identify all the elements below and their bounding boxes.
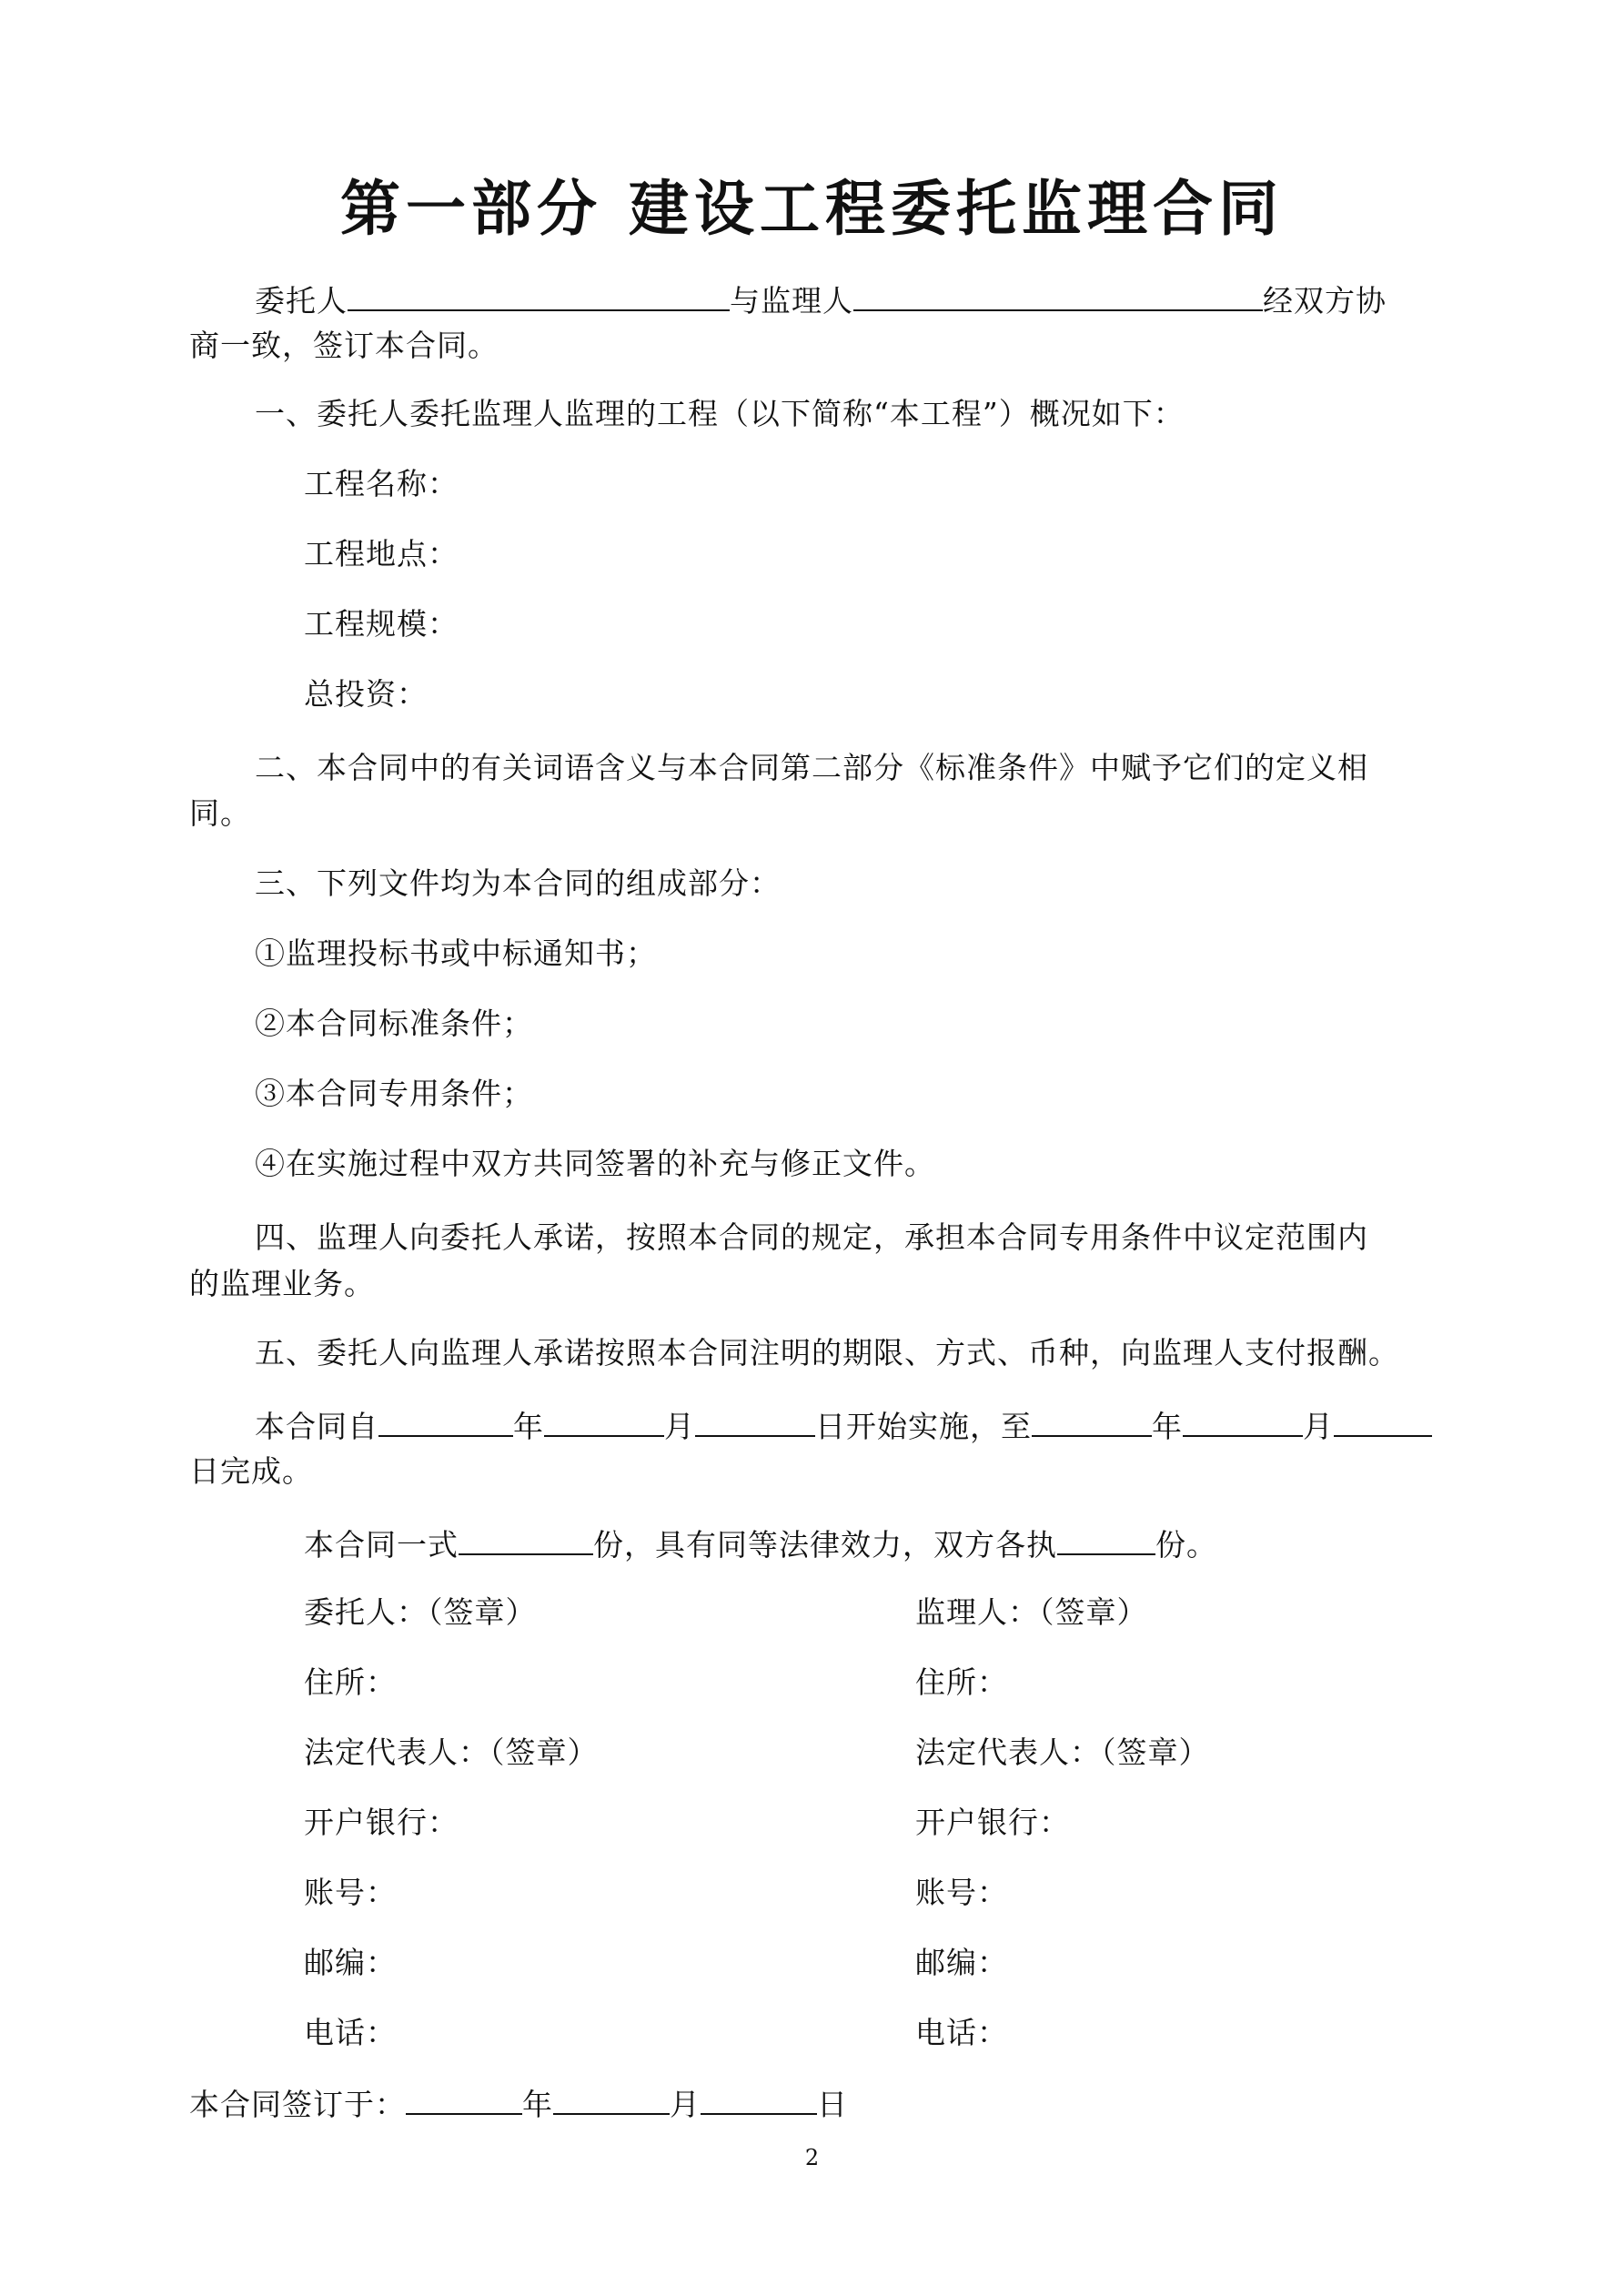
supervisor-legal-rep: 法定代表人：（签章） — [915, 1735, 1210, 1770]
total-investment-field: 总投资： — [304, 676, 428, 712]
start-month-blank — [544, 1406, 664, 1437]
project-name-field: 工程名称： — [304, 466, 459, 501]
copies-middle: 份，具有同等法律效力，双方各执 — [593, 1527, 1057, 1563]
client-legal-rep: 法定代表人：（签章） — [304, 1735, 599, 1770]
page-title: 第一部分 建设工程委托监理合同 — [340, 174, 1284, 244]
client-postcode: 邮编： — [304, 1945, 397, 1980]
intro-line-2: 商一致，签订本合同。 — [189, 328, 499, 363]
signed-day-unit: 日 — [817, 2087, 848, 2122]
document-item-4: ④在实施过程中双方共同签署的补充与修正文件。 — [255, 1146, 935, 1181]
clause-4-line-1: 四、监理人向委托人承诺，按照本合同的规定，承担本合同专用条件中议定范围内 — [255, 1219, 1368, 1255]
clause-2-line-1: 二、本合同中的有关词语含义与本合同第二部分《标准条件》中赋予它们的定义相 — [255, 750, 1368, 785]
signed-on-prefix: 本合同签订于： — [189, 2087, 406, 2122]
supervisor-phone: 电话： — [915, 2015, 1008, 2050]
signed-on-line — [189, 2084, 848, 2123]
signed-year-blank — [406, 2084, 522, 2115]
client-phone: 电话： — [304, 2015, 397, 2050]
term-line-1 — [255, 1406, 1432, 1445]
copies-total-blank — [459, 1524, 593, 1555]
client-name-blank — [348, 280, 730, 311]
client-seal: 委托人：（签章） — [304, 1594, 537, 1630]
clause-3: 三、下列文件均为本合同的组成部分： — [255, 865, 781, 901]
intro-line-1 — [255, 280, 1387, 319]
term-from-text: 本合同自 — [255, 1409, 378, 1444]
signed-month-blank — [553, 2084, 670, 2115]
supervisor-name-blank — [853, 280, 1263, 311]
start-year-blank — [378, 1406, 513, 1437]
signed-month-unit: 月 — [670, 2087, 701, 2122]
end-day-blank — [1334, 1406, 1432, 1437]
supervisor-seal: 监理人：（签章） — [915, 1594, 1148, 1630]
client-address: 住所： — [304, 1664, 397, 1700]
end-year-unit: 年 — [1152, 1409, 1183, 1444]
client-bank: 开户银行： — [304, 1805, 459, 1840]
project-location-field: 工程地点： — [304, 536, 459, 571]
end-year-blank — [1032, 1406, 1152, 1437]
copies-prefix: 本合同一式 — [304, 1527, 459, 1563]
supervisor-account: 账号： — [915, 1875, 1008, 1910]
end-month-unit: 月 — [1303, 1409, 1334, 1444]
term-line-2: 日完成。 — [189, 1453, 313, 1489]
start-year-unit: 年 — [513, 1409, 544, 1444]
start-day-blank — [695, 1406, 815, 1437]
start-month-unit: 月 — [664, 1409, 695, 1444]
clause-1: 一、委托人委托监理人监理的工程（以下简称“本工程”）概况如下： — [255, 396, 1185, 431]
page-number: 2 — [804, 2145, 820, 2170]
end-month-blank — [1183, 1406, 1303, 1437]
signed-day-blank — [701, 2084, 817, 2115]
signed-year-unit: 年 — [522, 2087, 553, 2122]
project-scale-field: 工程规模： — [304, 606, 459, 642]
clause-5: 五、委托人向监理人承诺按照本合同注明的期限、方式、币种，向监理人支付报酬。 — [255, 1335, 1399, 1371]
document-item-3: ③本合同专用条件； — [255, 1076, 533, 1111]
supervisor-bank: 开户银行： — [915, 1805, 1070, 1840]
supervisor-address: 住所： — [915, 1664, 1008, 1700]
client-label: 委托人 — [255, 283, 348, 319]
clause-2-line-2: 同。 — [189, 795, 251, 831]
copies-each-blank — [1057, 1524, 1155, 1555]
term-start-text: 日开始实施，至 — [815, 1409, 1032, 1444]
copies-suffix: 份。 — [1155, 1527, 1217, 1563]
client-account: 账号： — [304, 1875, 397, 1910]
document-item-2: ②本合同标准条件； — [255, 1006, 533, 1041]
document-item-1: ①监理投标书或中标通知书； — [255, 936, 657, 971]
intro-tail-text: 经双方协 — [1263, 283, 1387, 319]
copies-line — [304, 1524, 1217, 1563]
supervisor-label: 与监理人 — [730, 283, 853, 319]
clause-4-line-2: 的监理业务。 — [189, 1266, 375, 1301]
supervisor-postcode: 邮编： — [915, 1945, 1008, 1980]
